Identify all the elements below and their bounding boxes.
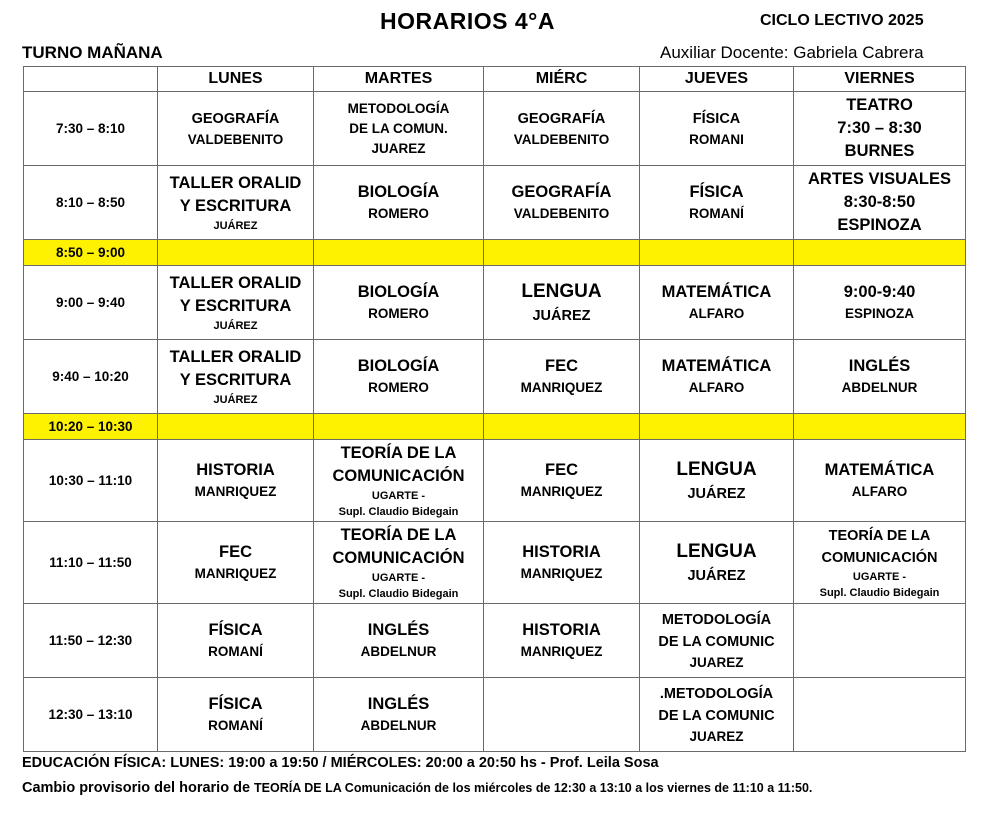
class-cell bbox=[158, 92, 314, 166]
teacher: ALFARO bbox=[688, 306, 745, 321]
subject: TALLER ORALID bbox=[169, 173, 302, 192]
break-row bbox=[24, 414, 966, 440]
subject: GEOGRAFÍA bbox=[191, 110, 280, 127]
subject: FEC bbox=[219, 543, 252, 561]
time-cell: 10:20 – 10:30 bbox=[24, 414, 158, 440]
table-row bbox=[24, 92, 966, 166]
note-text: Cambio provisorio del horario de bbox=[22, 780, 255, 796]
class-cell bbox=[640, 604, 794, 678]
class-cell bbox=[484, 440, 640, 522]
day-header: MARTES bbox=[314, 67, 484, 92]
class-cell bbox=[794, 522, 966, 604]
subject: TALLER ORALID bbox=[169, 347, 302, 366]
class-cell bbox=[794, 166, 966, 240]
schedule-change-note bbox=[22, 780, 812, 796]
class-cell bbox=[314, 92, 484, 166]
empty-cell bbox=[794, 604, 966, 678]
class-cell bbox=[158, 266, 314, 340]
subject: INGLÉS bbox=[848, 357, 911, 375]
subject: COMUNICACIÓN bbox=[332, 466, 465, 485]
note-subject: TEORÍA DE LA bbox=[254, 781, 342, 795]
teacher: JUÁREZ bbox=[213, 219, 258, 232]
day-header: MIÉRC bbox=[484, 67, 640, 92]
subject: TALLER ORALID bbox=[169, 273, 302, 292]
day-header: VIERNES bbox=[794, 67, 966, 92]
subject: FÍSICA bbox=[208, 621, 263, 639]
break-cell bbox=[484, 414, 640, 440]
table-row bbox=[24, 604, 966, 678]
auxiliar-docente: Auxiliar Docente: Gabriela Cabrera bbox=[660, 43, 924, 62]
class-cell bbox=[314, 678, 484, 752]
subject: METODOLOGÍA bbox=[347, 100, 450, 116]
teacher: ROMERO bbox=[368, 206, 429, 221]
teacher: JUAREZ bbox=[689, 728, 744, 744]
break-cell bbox=[794, 414, 966, 440]
class-cell bbox=[158, 604, 314, 678]
subject: TEORÍA DE LA bbox=[828, 527, 931, 544]
teacher: ABDELNUR bbox=[360, 718, 437, 733]
subject: DE LA COMUNIC bbox=[658, 633, 775, 650]
class-cell bbox=[314, 604, 484, 678]
teacher: MANRIQUEZ bbox=[194, 566, 277, 581]
header-row bbox=[24, 67, 966, 92]
subject: FÍSICA bbox=[692, 110, 741, 127]
table-row bbox=[24, 678, 966, 752]
subject: COMUNICACIÓN bbox=[332, 548, 465, 567]
class-cell bbox=[314, 340, 484, 414]
subject: METODOLOGÍA bbox=[661, 611, 772, 628]
note-text: Comunicación de los miércoles de 12:30 a 13:10 a los viernes de 11:10 a 11:50. bbox=[341, 781, 813, 795]
teacher: ABDELNUR bbox=[841, 380, 918, 395]
schedule-table bbox=[23, 66, 966, 752]
class-cell bbox=[314, 522, 484, 604]
subject: TEORÍA DE LA bbox=[340, 443, 457, 462]
day-header: LUNES bbox=[158, 67, 314, 92]
subject: HISTORIA bbox=[196, 461, 275, 479]
class-cell bbox=[484, 604, 640, 678]
substitute-teacher: Supl. Claudio Bidegain bbox=[819, 586, 940, 599]
teacher: VALDEBENITO bbox=[187, 131, 284, 147]
class-cell bbox=[794, 92, 966, 166]
class-cell bbox=[484, 266, 640, 340]
subject: FEC bbox=[545, 461, 578, 479]
subject: GEOGRAFÍA bbox=[511, 183, 612, 201]
ciclo-lectivo: CICLO LECTIVO 2025 bbox=[760, 12, 924, 29]
class-time: 8:30-8:50 bbox=[843, 193, 916, 211]
subject: Y ESCRITURA bbox=[179, 296, 292, 315]
page-title: HORARIOS 4°A bbox=[380, 8, 555, 34]
empty-cell bbox=[484, 678, 640, 752]
time-cell: 8:10 – 8:50 bbox=[24, 166, 158, 240]
physical-education-note: EDUCACIÓN FÍSICA: LUNES: 19:00 a 19:50 / MIÉRCOLES: 20:00 a 20:50 hs - Prof. Leila Sosa bbox=[22, 755, 659, 771]
teacher: ROMANÍ bbox=[208, 644, 263, 659]
teacher: ESPINOZA bbox=[837, 216, 922, 234]
subject: TEATRO bbox=[846, 96, 913, 114]
break-cell bbox=[158, 240, 314, 266]
subject: LENGUA bbox=[676, 458, 757, 480]
teacher: UGARTE - bbox=[371, 571, 426, 584]
class-cell bbox=[314, 440, 484, 522]
time-cell: 9:00 – 9:40 bbox=[24, 266, 158, 340]
break-cell bbox=[158, 414, 314, 440]
teacher: ROMERO bbox=[368, 380, 429, 395]
class-time: 9:00-9:40 bbox=[843, 283, 916, 301]
class-cell bbox=[640, 678, 794, 752]
class-time: 7:30 – 8:30 bbox=[837, 119, 922, 137]
break-cell bbox=[794, 240, 966, 266]
subject: DE LA COMUN. bbox=[349, 120, 448, 136]
subject: TEORÍA DE LA bbox=[340, 525, 457, 544]
time-cell: 9:40 – 10:20 bbox=[24, 340, 158, 414]
teacher: ALFARO bbox=[851, 484, 908, 499]
subject: MATEMÁTICA bbox=[661, 357, 772, 375]
class-cell bbox=[484, 166, 640, 240]
teacher: ROMANI bbox=[689, 131, 744, 147]
class-cell bbox=[794, 340, 966, 414]
teacher: UGARTE - bbox=[852, 570, 907, 583]
table-row bbox=[24, 440, 966, 522]
subject: FÍSICA bbox=[208, 695, 263, 713]
class-cell bbox=[794, 440, 966, 522]
day-header: JUEVES bbox=[640, 67, 794, 92]
break-cell bbox=[640, 414, 794, 440]
substitute-teacher: Supl. Claudio Bidegain bbox=[338, 587, 459, 600]
teacher: ESPINOZA bbox=[844, 306, 914, 321]
break-cell bbox=[640, 240, 794, 266]
time-cell: 11:50 – 12:30 bbox=[24, 604, 158, 678]
teacher: ABDELNUR bbox=[360, 644, 437, 659]
class-cell bbox=[484, 522, 640, 604]
teacher: JUAREZ bbox=[689, 654, 744, 670]
teacher: MANRIQUEZ bbox=[520, 566, 603, 581]
subject: BIOLOGÍA bbox=[357, 183, 440, 201]
class-cell bbox=[640, 166, 794, 240]
subject: DE LA COMUNIC bbox=[658, 707, 775, 724]
class-cell bbox=[158, 340, 314, 414]
teacher: VALDEBENITO bbox=[513, 206, 610, 221]
time-cell: 10:30 – 11:10 bbox=[24, 440, 158, 522]
class-cell bbox=[158, 166, 314, 240]
time-cell: 11:10 – 11:50 bbox=[24, 522, 158, 604]
class-cell bbox=[158, 522, 314, 604]
time-cell: 7:30 – 8:10 bbox=[24, 92, 158, 166]
class-cell bbox=[484, 92, 640, 166]
class-cell bbox=[794, 266, 966, 340]
teacher: ROMANÍ bbox=[208, 718, 263, 733]
break-cell bbox=[484, 240, 640, 266]
teacher: JUAREZ bbox=[371, 140, 426, 156]
class-cell bbox=[314, 166, 484, 240]
subject: LENGUA bbox=[521, 280, 602, 302]
teacher: JUÁREZ bbox=[687, 567, 746, 584]
table-row bbox=[24, 166, 966, 240]
teacher: ROMANÍ bbox=[689, 206, 744, 221]
subject: HISTORIA bbox=[522, 621, 601, 639]
break-cell bbox=[314, 414, 484, 440]
class-cell bbox=[484, 340, 640, 414]
subject: MATEMÁTICA bbox=[661, 283, 772, 301]
teacher: VALDEBENITO bbox=[513, 131, 610, 147]
time-cell: 12:30 – 13:10 bbox=[24, 678, 158, 752]
teacher: BURNES bbox=[844, 142, 915, 160]
class-cell bbox=[640, 440, 794, 522]
teacher: MANRIQUEZ bbox=[520, 484, 603, 499]
table-row bbox=[24, 522, 966, 604]
subject: INGLÉS bbox=[367, 695, 430, 713]
teacher: JUÁREZ bbox=[213, 319, 258, 332]
subject: MATEMÁTICA bbox=[824, 461, 935, 479]
subject: BIOLOGÍA bbox=[357, 283, 440, 301]
teacher: ALFARO bbox=[688, 380, 745, 395]
subject: ARTES VISUALES bbox=[807, 170, 952, 188]
subject: HISTORIA bbox=[522, 543, 601, 561]
turno-label: TURNO MAÑANA bbox=[22, 43, 163, 62]
teacher: JUÁREZ bbox=[213, 393, 258, 406]
teacher: MANRIQUEZ bbox=[520, 644, 603, 659]
break-row bbox=[24, 240, 966, 266]
subject: LENGUA bbox=[676, 540, 757, 562]
subject: FÍSICA bbox=[689, 183, 744, 201]
teacher: ROMERO bbox=[368, 306, 429, 321]
subject: COMUNICACIÓN bbox=[821, 549, 938, 566]
class-cell bbox=[158, 440, 314, 522]
teacher: UGARTE - bbox=[371, 489, 426, 502]
class-cell bbox=[158, 678, 314, 752]
teacher: MANRIQUEZ bbox=[194, 484, 277, 499]
table-row bbox=[24, 340, 966, 414]
subject: INGLÉS bbox=[367, 621, 430, 639]
subject: FEC bbox=[545, 357, 578, 375]
subject: Y ESCRITURA bbox=[179, 370, 292, 389]
subject: BIOLOGÍA bbox=[357, 357, 440, 375]
subject: Y ESCRITURA bbox=[179, 196, 292, 215]
table-row bbox=[24, 266, 966, 340]
class-cell bbox=[640, 92, 794, 166]
teacher: JUÁREZ bbox=[532, 307, 591, 324]
time-cell: 8:50 – 9:00 bbox=[24, 240, 158, 266]
subject: .METODOLOGÍA bbox=[659, 685, 774, 702]
class-cell bbox=[640, 266, 794, 340]
empty-cell bbox=[794, 678, 966, 752]
break-cell bbox=[314, 240, 484, 266]
class-cell bbox=[640, 340, 794, 414]
substitute-teacher: Supl. Claudio Bidegain bbox=[338, 505, 459, 518]
time-header bbox=[24, 67, 158, 92]
class-cell bbox=[314, 266, 484, 340]
class-cell bbox=[640, 522, 794, 604]
subject: GEOGRAFÍA bbox=[517, 110, 606, 127]
teacher: MANRIQUEZ bbox=[520, 380, 603, 395]
teacher: JUÁREZ bbox=[687, 485, 746, 502]
